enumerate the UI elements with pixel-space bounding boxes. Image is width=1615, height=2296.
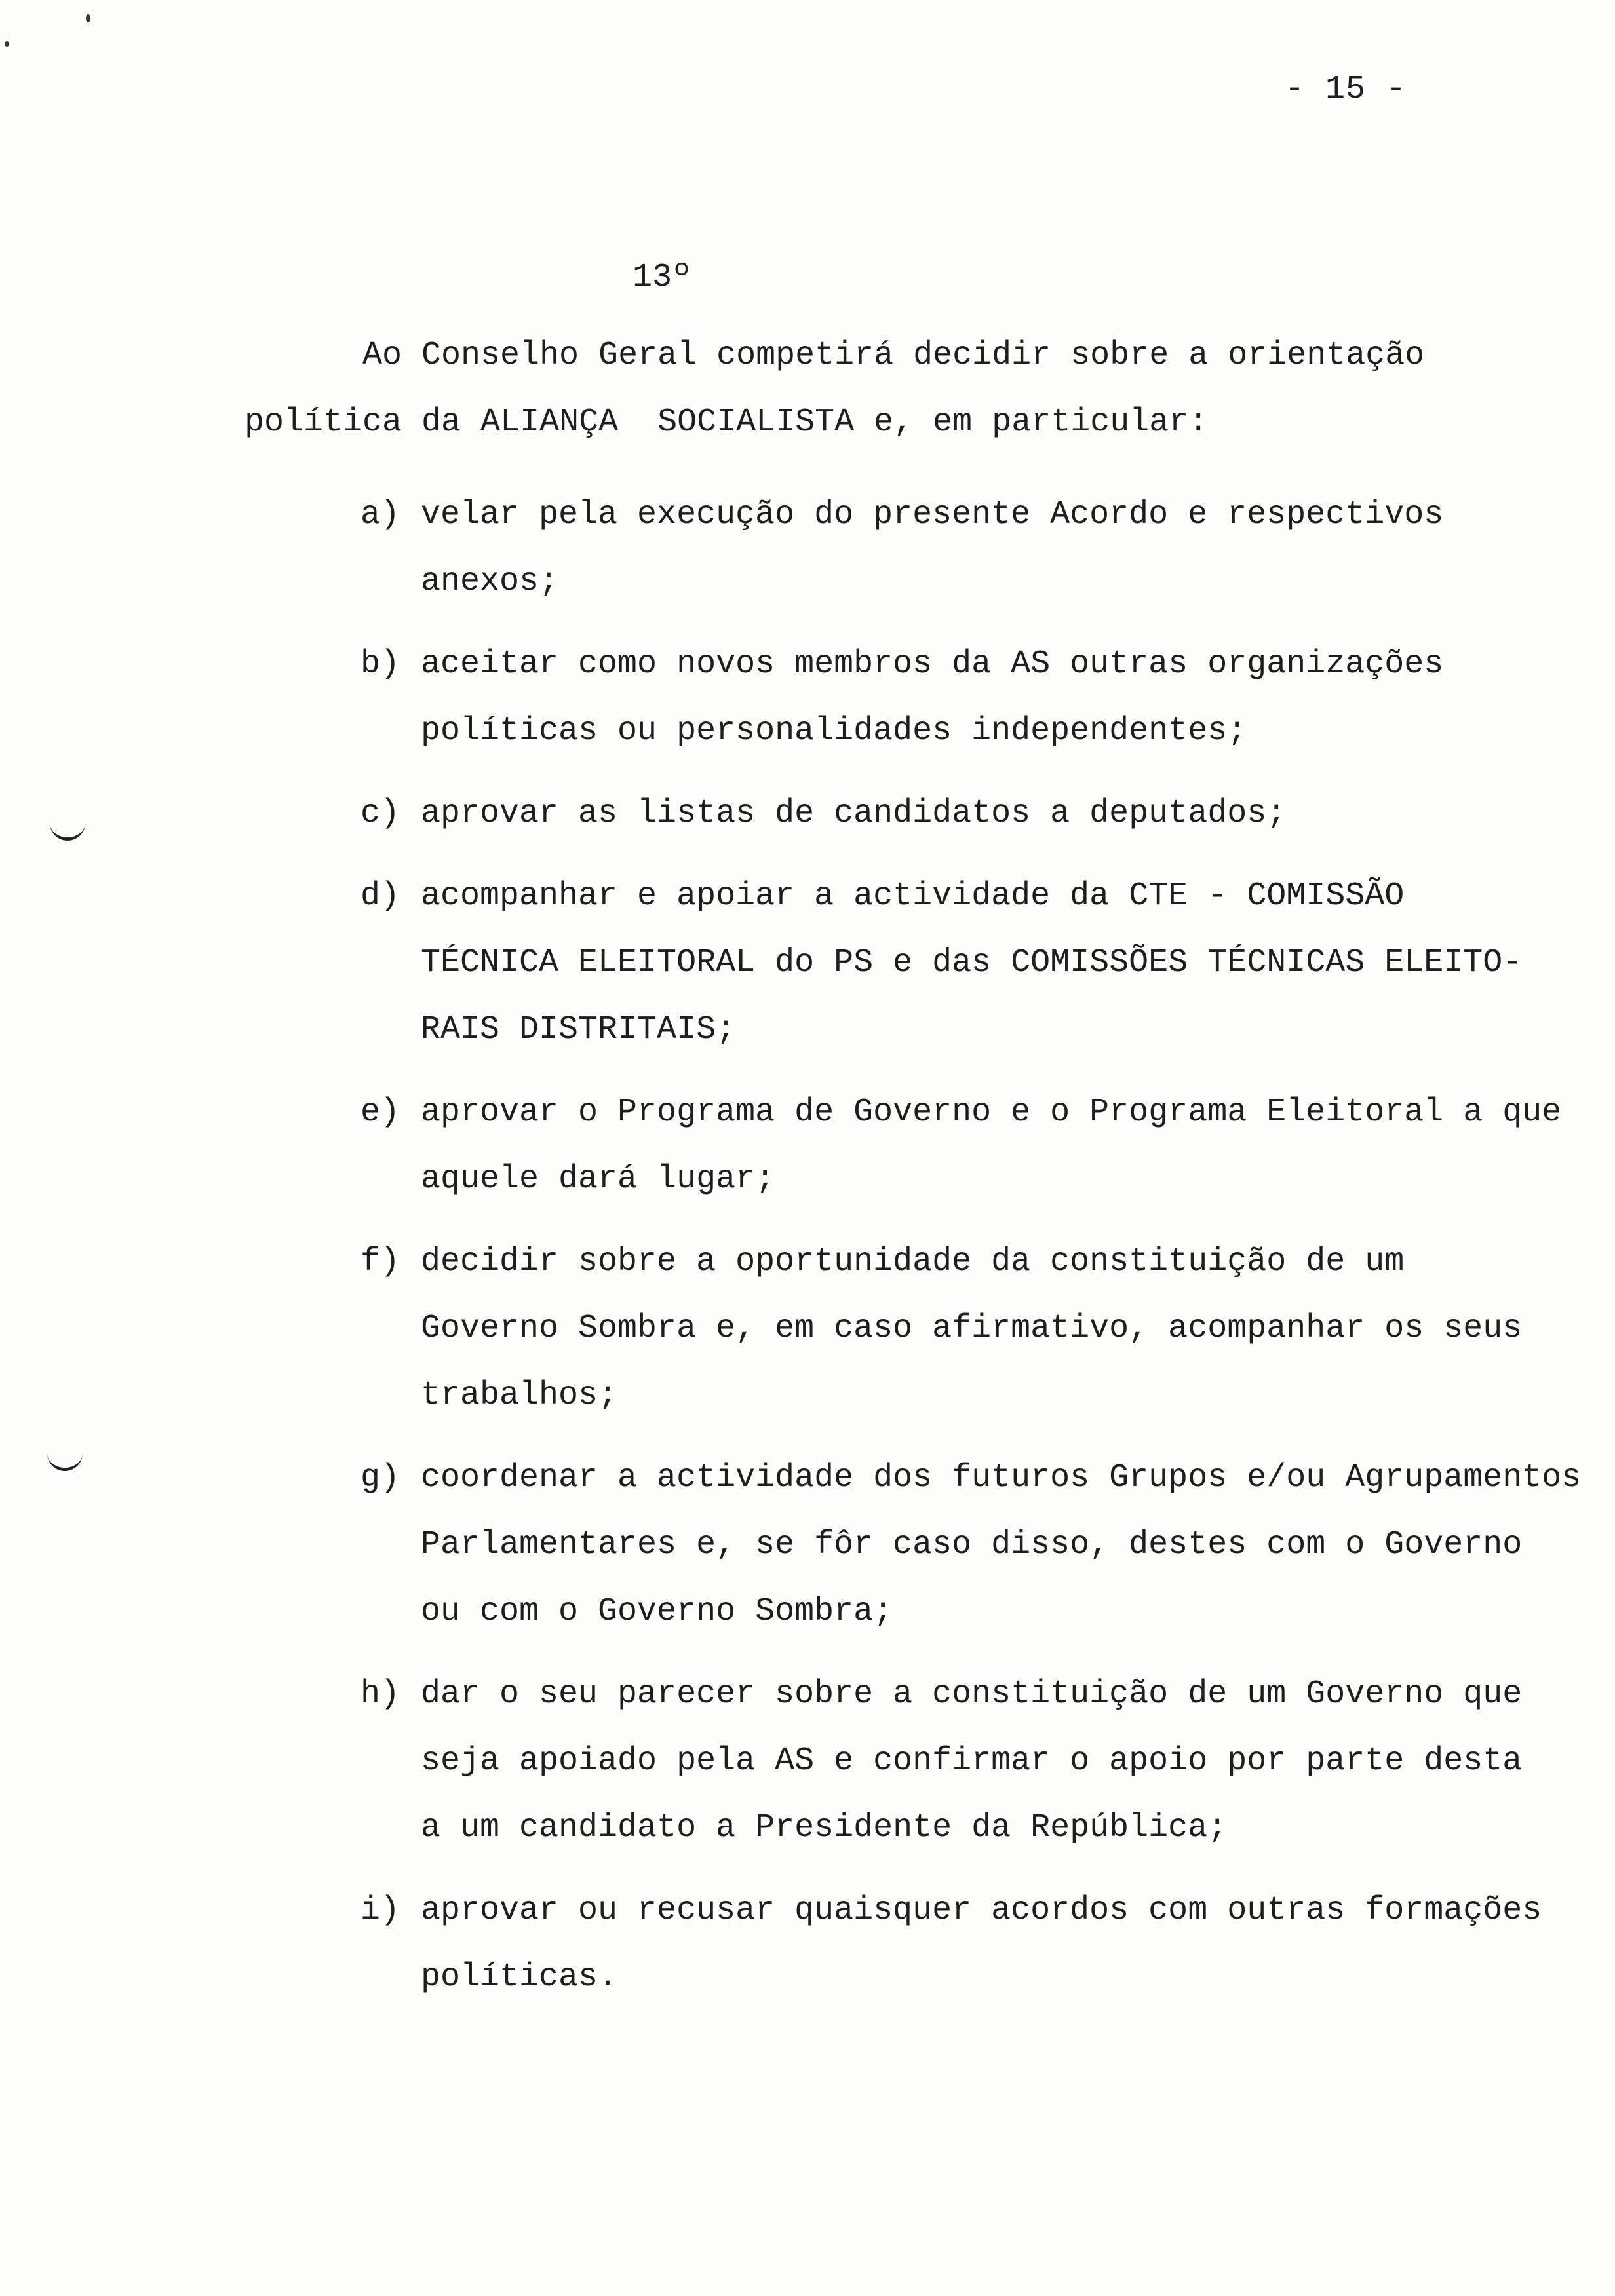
list-item-h xyxy=(360,1661,1593,1862)
list-item-text: coordenar a actividade dos futuros Grupos e/ou Agrupamentos xyxy=(421,1459,1582,1497)
list-item-text: aquele dará lugar; xyxy=(421,1160,775,1198)
list-item-text: acompanhar e apoiar a actividade da CTE - COMISSÃO xyxy=(421,877,1405,915)
list-item-text: a um candidato a Presidente da República; xyxy=(421,1809,1228,1846)
list-item-text: aprovar ou recusar quaisquer acordos com outras formações xyxy=(421,1892,1542,1929)
list-item-text: políticas. xyxy=(421,1959,618,1996)
competences-list xyxy=(360,482,1593,2027)
list-marker: a) xyxy=(360,496,400,533)
list-item-text: Parlamentares e, se fôr caso disso, destes com o Governo xyxy=(421,1526,1523,1563)
article-number: 13º xyxy=(632,259,692,296)
list-marker: g) xyxy=(360,1459,400,1497)
list-item-text: aprovar o Programa de Governo e o Programa Eleitoral a que xyxy=(421,1094,1562,1131)
list-item-text: anexos; xyxy=(421,563,559,600)
list-item-text: aprovar as listas de candidatos a deputados; xyxy=(421,795,1287,832)
list-item-text: políticas ou personalidades independentes; xyxy=(421,712,1247,750)
list-item-i xyxy=(360,1877,1593,2011)
intro-paragraph xyxy=(244,322,1490,456)
punch-hole-mark xyxy=(47,1451,83,1471)
intro-line: política da ALIANÇA SOCIALISTA e, em particular: xyxy=(244,404,1209,441)
list-marker: e) xyxy=(360,1094,400,1131)
list-item-e xyxy=(360,1079,1593,1213)
list-item-text: decidir sobre a oportunidade da constituição de um xyxy=(421,1243,1405,1280)
scan-speck xyxy=(5,41,9,47)
list-item-d xyxy=(360,863,1593,1063)
list-item-text: seja apoiado pela AS e confirmar o apoio por parte desta xyxy=(421,1742,1523,1780)
list-marker: h) xyxy=(360,1675,400,1713)
page-number: - 15 - xyxy=(1285,71,1407,108)
scan-speck xyxy=(86,14,90,22)
list-marker: b) xyxy=(360,645,400,683)
list-item-b xyxy=(360,631,1593,765)
list-item-text: Governo Sombra e, em caso afirmativo, acompanhar os seus xyxy=(421,1310,1523,1347)
list-item-text: aceitar como novos membros da AS outras organizações xyxy=(421,645,1444,683)
list-marker: c) xyxy=(360,795,400,832)
intro-line: Ao Conselho Geral competirá decidir sobre a orientação xyxy=(362,337,1425,374)
list-item-text: dar o seu parecer sobre a constituição de um Governo que xyxy=(421,1675,1523,1713)
list-item-f xyxy=(360,1229,1593,1429)
list-item-text: trabalhos; xyxy=(421,1377,618,1414)
punch-hole-mark xyxy=(50,820,85,841)
list-item-text: TÉCNICA ELEITORAL do PS e das COMISSÕES TÉCNICAS ELEITO- xyxy=(421,944,1523,982)
list-item-g xyxy=(360,1445,1593,1645)
list-marker: d) xyxy=(360,877,400,915)
list-item-a xyxy=(360,482,1593,615)
list-item-c xyxy=(360,780,1593,847)
list-item-text: velar pela execução do presente Acordo e respectivos xyxy=(421,496,1444,533)
list-marker: i) xyxy=(360,1892,400,1929)
list-marker: f) xyxy=(360,1243,400,1280)
list-item-text: RAIS DISTRITAIS; xyxy=(421,1011,736,1048)
list-item-text: ou com o Governo Sombra; xyxy=(421,1593,893,1630)
